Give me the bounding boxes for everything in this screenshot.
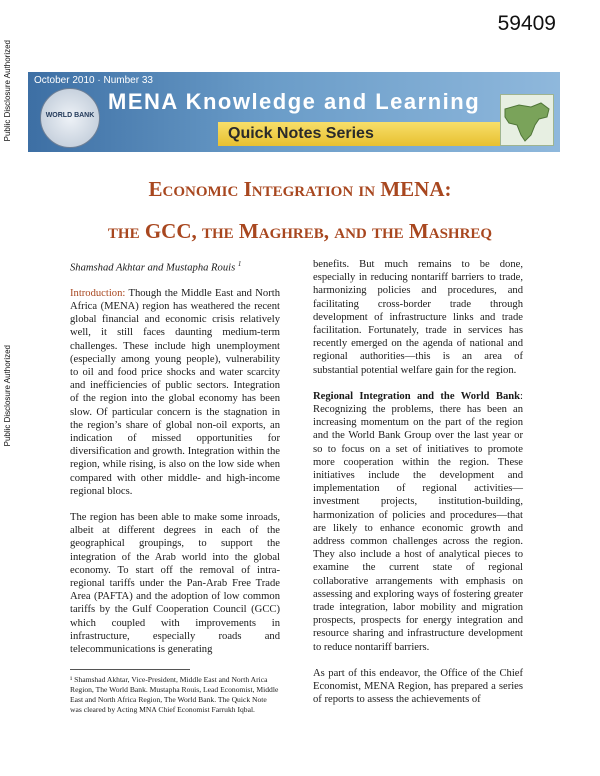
footnote-divider <box>70 669 190 670</box>
series-label: Quick Notes Series <box>228 125 374 142</box>
mena-map-icon <box>500 94 554 146</box>
introduction-label: Introduction: <box>70 287 126 299</box>
left-column <box>70 258 280 715</box>
world-bank-seal-icon <box>40 88 100 148</box>
document-title-line-1: Economic Integration in MENA: <box>148 177 452 201</box>
series-band <box>218 122 508 146</box>
regional-integration-label: Regional Integration and the World Bank <box>313 390 521 402</box>
disclosure-stamp-top: Public Disclosure Authorized <box>3 40 12 142</box>
authors-names: Shamshad Akhtar and Mustapha Rouis <box>70 262 236 274</box>
footnote: ¹ Shamshad Akhtar, Vice-President, Middle East and North Arica Region, The World Bank. Mustapha Rouis, Lead Economist, Middle East and North Africa Region, The World Bank. The Quick Note was cleared by Acting MNA Chief Economist Farrukh Iqbal. <box>70 675 279 715</box>
paragraph-inroads: The region has been able to make some inroads, albeit at different degrees in each of the geographical groupings, to support the integration of the Arab world into the global economy. To start off the removal of intra-regional tariffs under the Pan-Arab Free Trade Area (PAFTA) and the adoption of low common tariffs by the Gulf Cooperation Council (GCC) which coupled with improvements in infrastructure, especially roads and telecommunications is generating <box>70 511 280 656</box>
seal-label: WORLD BANK <box>45 112 95 119</box>
issue-date-number: October 2010 · Number 33 <box>34 75 153 86</box>
regional-integration-text: : Recognizing the problems, there has been an increasing momentum on the part of the region and the World Bank Group over the last year or so to focus on a set of initiatives to promote more cooperation within the region. These initiatives include the development and implementation of regional activities—investment projects, institution-building, harmonization of policies and procedures—that are likely to enhance economic growth and address common challenges across the region. They also include a host of analytical pieces to examine the current state of regional collaborative arrangements with emphasis on assessing and exploring ways of fostering greater trade integration, labor mobility and migration prospects, prospects for energy integration and resource sharing and infrastructure development to reduce nontariff barriers. <box>313 390 523 653</box>
document-number: 59409 <box>497 12 556 35</box>
paragraph-benefits: benefits. But much remains to be done, especially in reducing nontariff barriers to trade, harmonizing policies and procedures, and facilitating cross-border trade through development of infrastructure links and trade facilitation. Fortunately, trade in services has recently emerged on the agenda of national and regional authorities—this is an area of substantial potential welfare gain for the region. <box>313 259 523 376</box>
disclosure-stamp-middle: Public Disclosure Authorized <box>3 345 12 447</box>
right-column <box>313 258 523 720</box>
introduction-text: Though the Middle East and North Africa (MENA) region has weathered the recent global financial and economic crisis relatively well, it still faces daunting medium-term challenges. These include high unemployment (especially among young people), vulnerability to oil and food price shocks and water scarcity and inefficiencies of public sectors. Integration of the region into the global economy has been slow. Of particular concern is the stagnation in the region’s share of global non-oil exports, an indication of missed opportunities for diversification and growth. Integration within the region, while rising, is also on the low side when compared with other middle- and high-income regional blocs. <box>70 287 280 497</box>
paragraph-regional-integration <box>313 390 523 654</box>
document-title-line-2: the GCC, the Maghreb, and the Mashreq <box>107 219 493 243</box>
authors-line <box>70 258 280 275</box>
paragraph-endeavor: As part of this endeavor, the Office of the Chief Economist, MENA Region, has prepared a series of reports to assess the achievements of <box>313 667 523 706</box>
introduction-paragraph <box>70 287 280 498</box>
series-banner <box>28 72 560 152</box>
authors-footnote-marker: 1 <box>237 260 242 268</box>
banner-title: MENA Knowledge and Learning <box>108 89 481 114</box>
